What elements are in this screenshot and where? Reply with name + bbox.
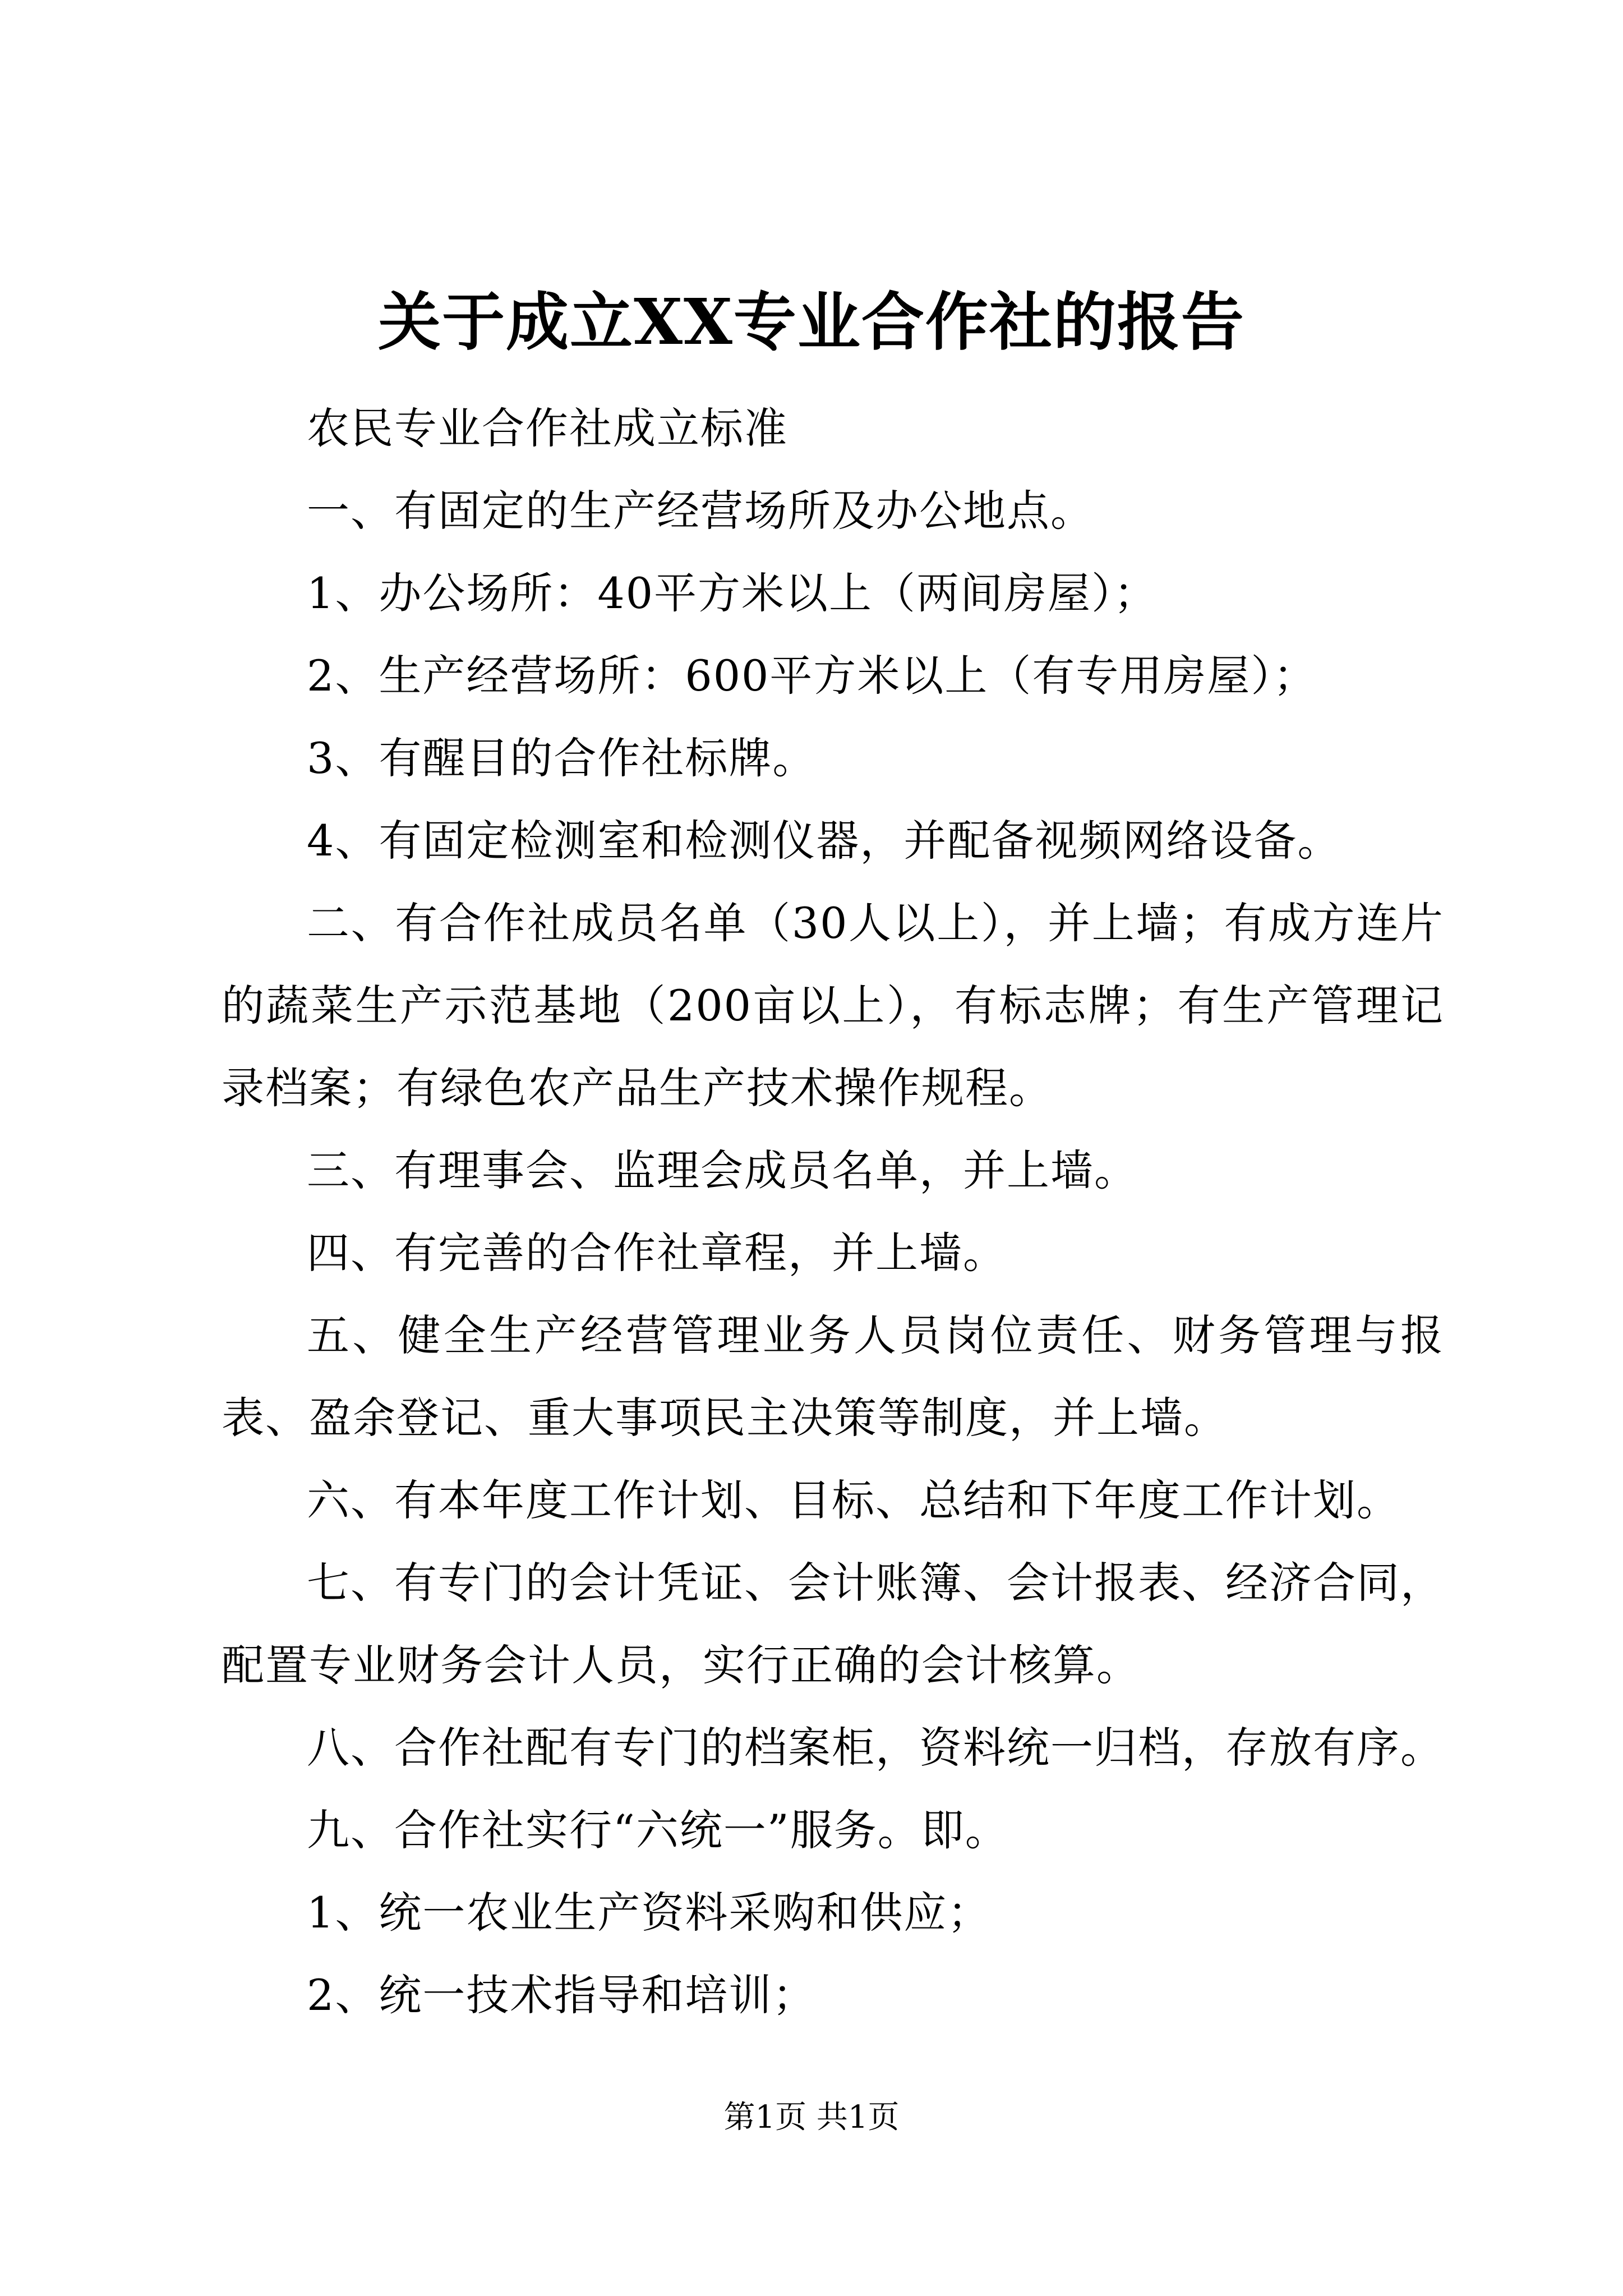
- paragraph-item-9: 九、合作社实行“六统一”服务。即。: [307, 1805, 1009, 1855]
- document-title: 关于成立XX专业合作社的报告: [378, 286, 1245, 359]
- paragraph-subitem-4: 4、有固定检测室和检测仪器，并配备视频网络设备。: [307, 816, 1341, 866]
- paragraph-item-1: 一、有固定的生产经营场所及办公地点。: [307, 486, 1094, 536]
- paragraph-subitem-9-2: 2、统一技术指导和培训；: [307, 1970, 817, 2020]
- paragraph-item-7: 七、有专门的会计凭证、会计账簿、会计报表、经济合同，配置专业财务会计人员，实行正确的会计核算。: [222, 1558, 1444, 1690]
- paragraph-subitem-2: 2、生产经营场所：600平方米以上（有专用房屋）；: [307, 651, 1317, 701]
- paragraph-subitem-1: 1、办公场所：40平方米以上（两间房屋）；: [307, 568, 1158, 618]
- paragraph-item-3: 三、有理事会、监理会成员名单，并上墙。: [307, 1145, 1138, 1195]
- paragraph-subitem-3: 3、有醒目的合作社标牌。: [307, 733, 817, 783]
- paragraph-item-5: 五、健全生产经营管理业务人员岗位责任、财务管理与报表、盈余登记、重大事项民主决策等制度，并上墙。: [222, 1310, 1444, 1443]
- paragraph-item-4: 四、有完善的合作社章程，并上墙。: [307, 1228, 1007, 1278]
- paragraph-subitem-9-1: 1、统一农业生产资料采购和供应；: [307, 1888, 992, 1938]
- document-body: [222, 387, 1444, 2036]
- paragraph-heading: 农民专业合作社成立标准: [307, 403, 788, 453]
- page-footer: 第1页 共1页: [723, 2099, 900, 2136]
- paragraph-item-8: 八、合作社配有专门的档案柜，资料统一归档，存放有序。: [307, 1723, 1444, 1773]
- paragraph-item-2: 二、有合作社成员名单（30人以上），并上墙；有成方连片的蔬菜生产示范基地（200亩以上），有标志牌；有生产管理记录档案；有绿色农产品生产技术操作规程。: [222, 898, 1444, 1113]
- paragraph-item-6: 六、有本年度工作计划、目标、总结和下年度工作计划。: [307, 1475, 1400, 1525]
